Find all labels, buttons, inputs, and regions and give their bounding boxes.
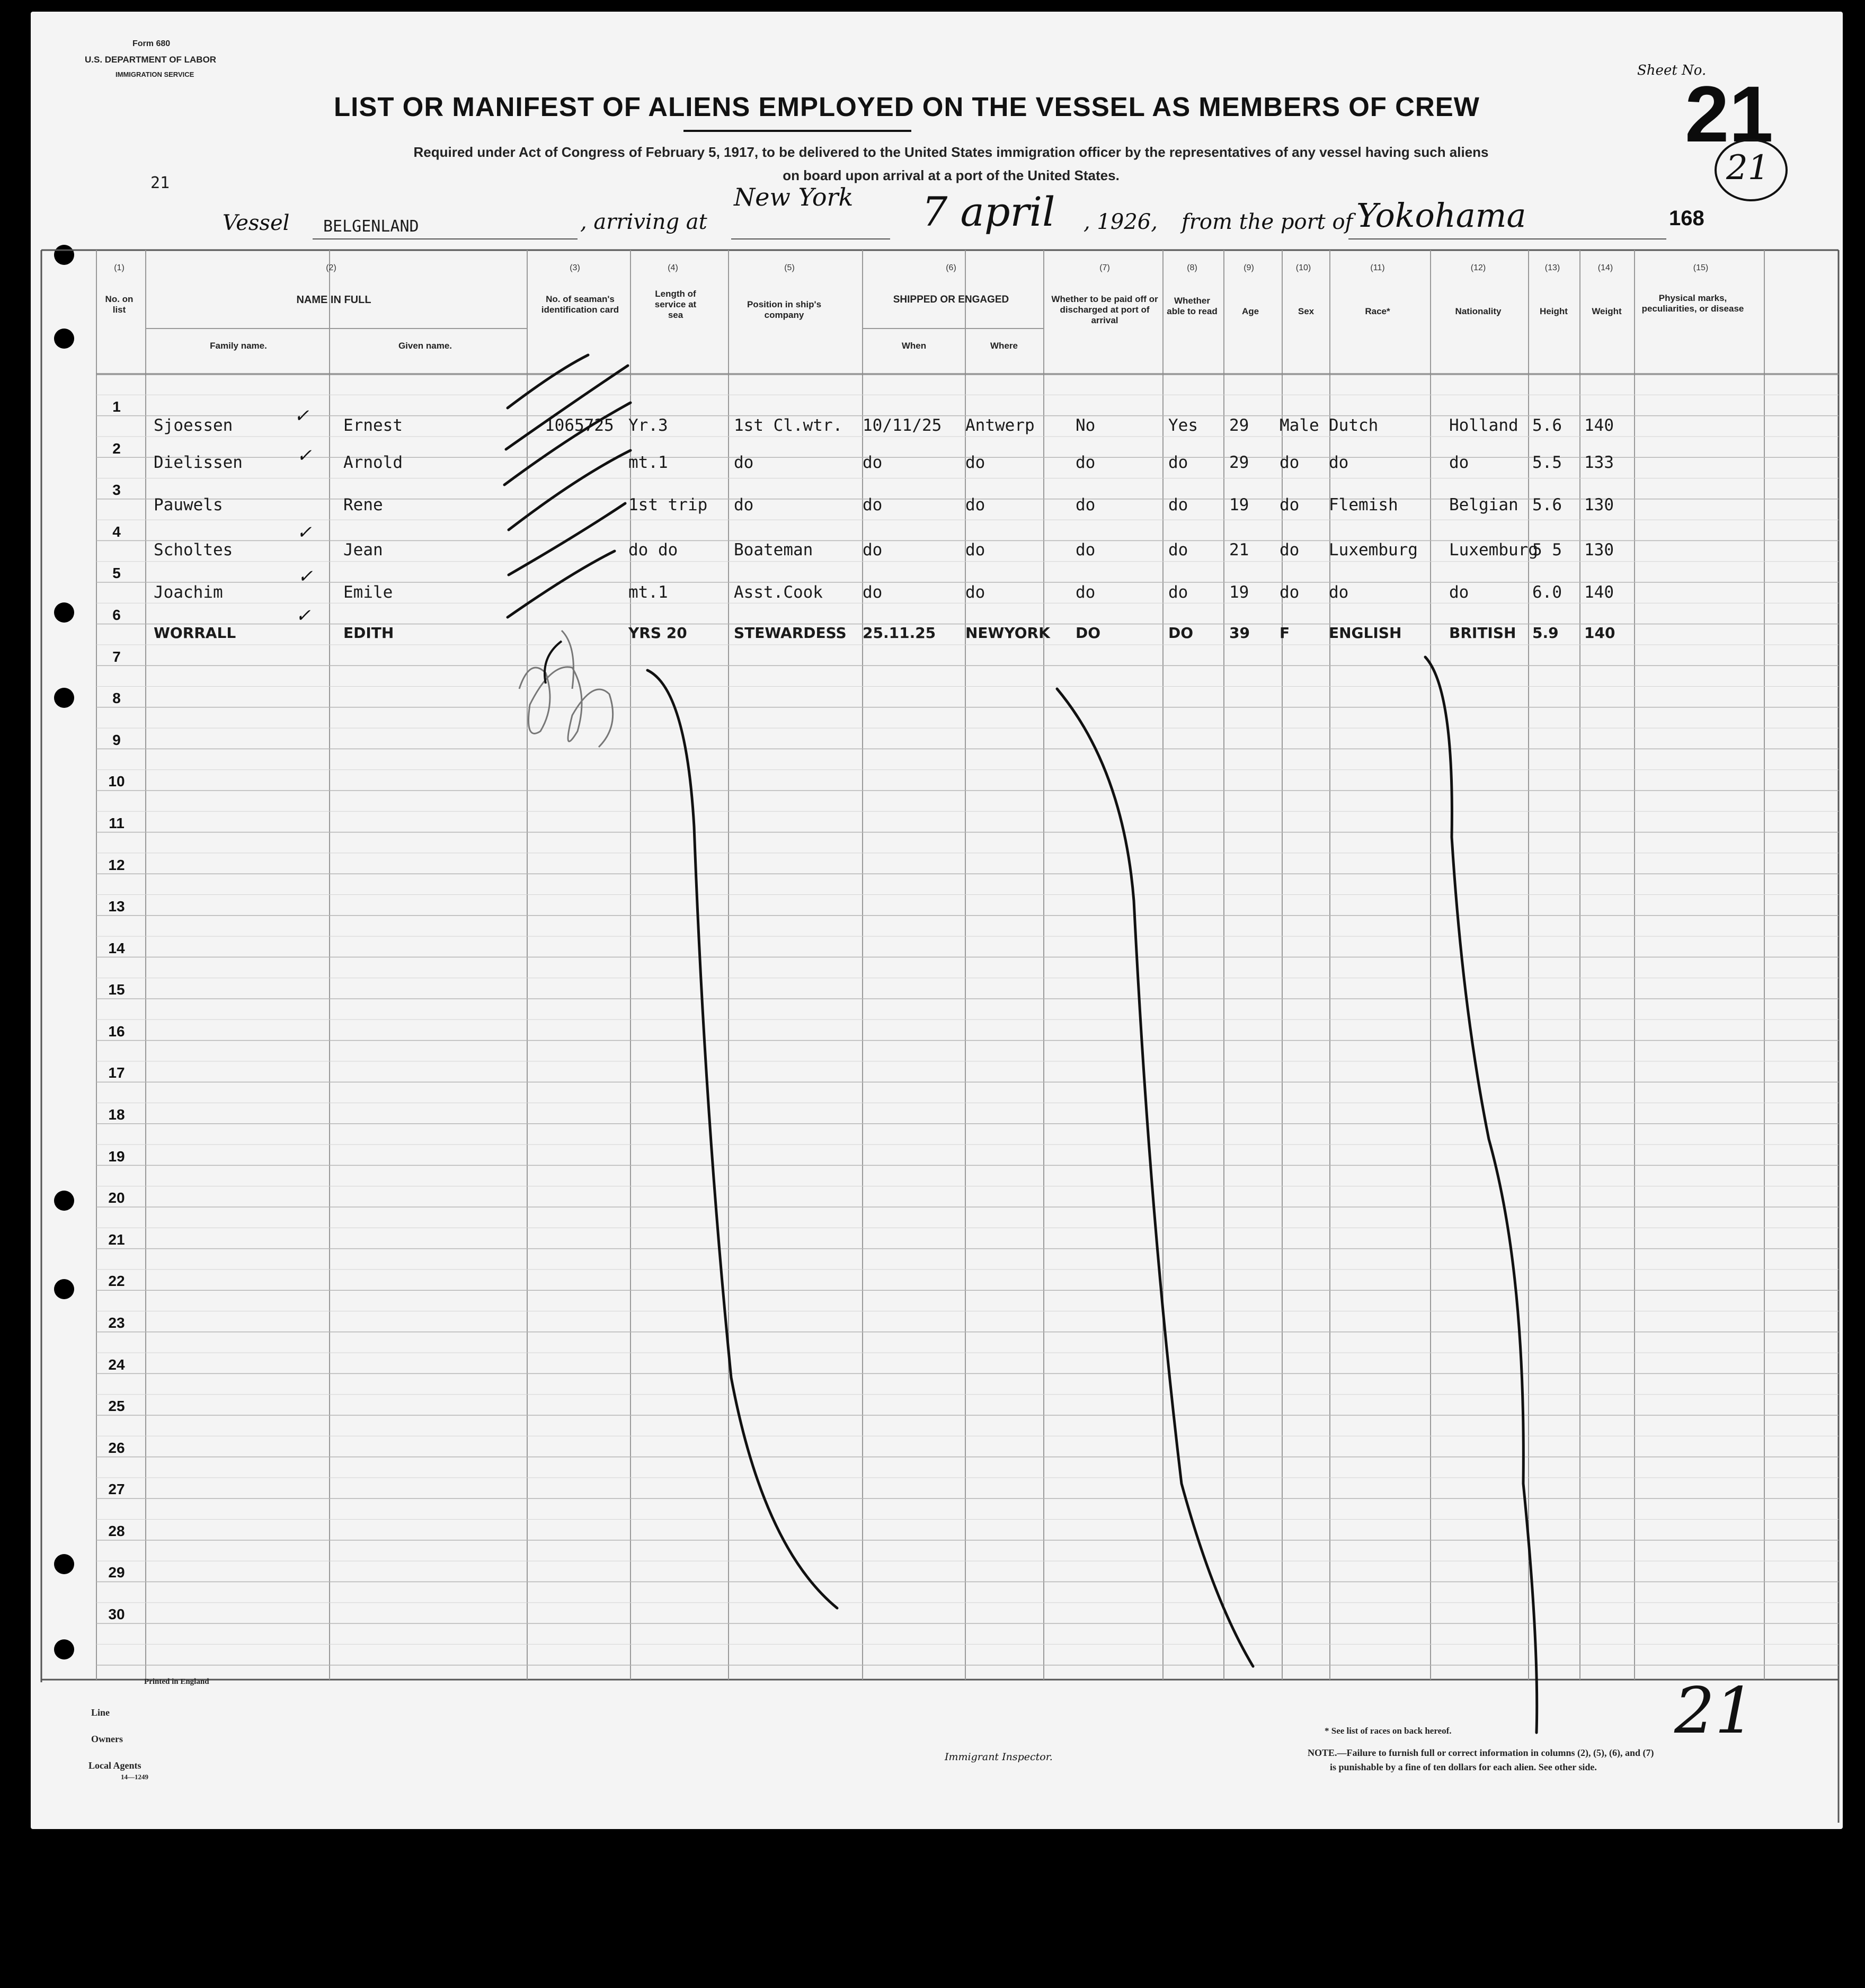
cell-race: ENGLISH	[1329, 624, 1402, 642]
row-number: 15	[108, 981, 125, 998]
cell-sex: do	[1280, 583, 1300, 602]
cell-family: Dielissen	[154, 453, 243, 472]
cell-family: Joachim	[154, 583, 223, 602]
header-shipped: SHIPPED OR ENGAGED	[893, 294, 1009, 305]
cell-given: Rene	[343, 495, 383, 514]
row-number: 4	[112, 523, 121, 540]
header-sex: Sex	[1298, 306, 1315, 316]
cell-nationality: BRITISH	[1449, 624, 1516, 642]
cell-paid: No	[1076, 416, 1096, 435]
note-line-2: is punishable by a fine of ten dollars for each alien. See other side.	[1330, 1762, 1597, 1772]
form-code: 14—1249	[121, 1773, 148, 1781]
header-age: Age	[1241, 306, 1259, 316]
header-nationality: Nationality	[1455, 306, 1502, 316]
inspector-label: Immigrant Inspector.	[945, 1751, 1053, 1763]
row-number: 14	[108, 940, 125, 956]
cell-length: Yr.3	[628, 416, 668, 435]
header-no-on-list: No. on list	[105, 294, 134, 315]
cell-race: Flemish	[1329, 495, 1398, 514]
cell-age: 29	[1229, 416, 1249, 435]
row-number: 10	[108, 773, 125, 789]
cell-height: 5 5	[1532, 540, 1562, 560]
header-name-in-full: NAME IN FULL	[296, 294, 371, 306]
row-number: 18	[108, 1106, 125, 1123]
owners-label: Owners	[91, 1734, 123, 1744]
check-mark: ✓	[297, 445, 312, 466]
cell-read: do	[1168, 495, 1188, 514]
row-number: 19	[108, 1148, 125, 1165]
cell-position: do	[734, 495, 754, 514]
column-number: (14)	[1597, 263, 1613, 272]
row-number: 11	[109, 815, 125, 831]
header-given-name: Given name.	[398, 341, 452, 351]
vessel-label: Vessel	[223, 211, 290, 235]
cell-paid: do	[1076, 583, 1096, 602]
subtitle-line-1: Required under Act of Congress of February 5, 1917, to be delivered to the United States immigration officer by the representatives of any vessel having such aliens	[413, 144, 1489, 160]
from-port-label: from the port of	[1182, 210, 1353, 234]
header-physical: Physical marks, peculiarities, or disease	[1641, 293, 1744, 314]
cell-family: Scholtes	[154, 540, 233, 560]
cell-given: Emile	[343, 583, 393, 602]
row-number: 24	[108, 1356, 125, 1373]
printed-label: Printed in England	[144, 1678, 209, 1686]
cell-read: do	[1168, 453, 1188, 472]
row-number: 20	[108, 1190, 125, 1206]
header-paid-off: Whether to be paid off or discharged at port of arrival	[1051, 294, 1158, 325]
ditto-stroke	[506, 366, 628, 449]
row-number: 28	[108, 1523, 125, 1539]
left-margin-number: 21	[150, 174, 170, 192]
sheet-number: 21	[1685, 69, 1773, 158]
cell-height: 5.6	[1532, 495, 1562, 514]
cell-given: Ernest	[343, 416, 403, 435]
cell-given: Arnold	[343, 453, 403, 472]
row-number: 27	[108, 1481, 125, 1497]
page-title: LIST OR MANIFEST OF ALIENS EMPLOYED ON THE VESSEL AS MEMBERS OF CREW	[334, 92, 1480, 122]
cell-read: DO	[1168, 624, 1194, 642]
row-number: 12	[108, 857, 125, 873]
header-height: Height	[1540, 306, 1568, 316]
row-number: 6	[112, 607, 121, 623]
cell-paid: do	[1076, 495, 1096, 514]
cell-read: Yes	[1168, 416, 1198, 435]
header-position: Position in ship's company	[747, 299, 822, 320]
cell-nationality: do	[1449, 453, 1469, 472]
vessel-name: BELGENLAND	[323, 217, 419, 236]
from-port: Yokohama	[1356, 196, 1526, 235]
header-length-service: Length of service at sea	[654, 289, 697, 320]
check-mark: ✓	[298, 566, 313, 587]
row-number: 22	[108, 1273, 125, 1289]
header-race: Race*	[1365, 306, 1390, 316]
cell-when: do	[863, 453, 883, 472]
cell-given: Jean	[343, 540, 383, 560]
cell-paid: do	[1076, 453, 1096, 472]
column-number: (13)	[1544, 263, 1560, 272]
cell-nationality: Luxemburg	[1449, 540, 1538, 560]
cell-read: do	[1168, 583, 1188, 602]
header-id-card: No. of seaman's identification card	[541, 294, 619, 315]
arrival-date: 7 april	[922, 188, 1055, 235]
cell-sex: Male	[1280, 416, 1319, 435]
cell-where: NEWYORK	[965, 624, 1050, 642]
ditto-stroke	[509, 503, 625, 575]
header-family-name: Family name.	[210, 341, 267, 351]
cell-height: 5.5	[1532, 453, 1562, 472]
cell-paid: DO	[1076, 624, 1101, 642]
column-number: (3)	[570, 263, 580, 272]
cell-paid: do	[1076, 540, 1096, 560]
cell-given: EDITH	[343, 624, 394, 642]
column-number: (5)	[784, 263, 795, 272]
cell-when: 25.11.25	[863, 624, 936, 642]
row-number: 9	[112, 732, 121, 748]
note-line-1: NOTE.—Failure to furnish full or correct information in columns (2), (5), (6), and (7)	[1308, 1747, 1654, 1758]
cell-weight: 133	[1584, 453, 1614, 472]
races-note: * See list of races on back hereof.	[1325, 1726, 1452, 1736]
curve-stroke	[1425, 657, 1537, 1733]
column-number: (9)	[1244, 263, 1254, 272]
footer-handwritten-number: 21	[1674, 1674, 1755, 1748]
curve-stroke	[647, 670, 837, 1608]
cell-nationality: do	[1449, 583, 1469, 602]
arriving-label: , arriving at	[580, 210, 707, 234]
page-count: 168	[1669, 207, 1704, 230]
cell-family: Pauwels	[154, 495, 223, 514]
curve-stroke	[1057, 689, 1253, 1666]
row-number: 8	[112, 690, 121, 706]
cell-nationality: Holland	[1449, 416, 1518, 435]
row-number: 1	[112, 398, 121, 415]
cell-where: do	[965, 583, 985, 602]
cell-race: Luxemburg	[1329, 540, 1418, 560]
cell-where: do	[965, 540, 985, 560]
cell-age: 29	[1229, 453, 1249, 472]
cell-weight: 130	[1584, 540, 1614, 560]
cell-position: Asst.Cook	[734, 583, 823, 602]
cell-age: 21	[1229, 540, 1249, 560]
check-mark: ✓	[297, 522, 312, 543]
header-weight: Weight	[1592, 306, 1622, 316]
row-number: 23	[108, 1315, 125, 1331]
cell-when: do	[863, 540, 883, 560]
row-number: 30	[108, 1606, 125, 1622]
ditto-stroke	[508, 551, 615, 617]
ditto-stroke	[504, 403, 630, 485]
ditto-stroke	[509, 450, 630, 530]
arriving-port: New York	[734, 183, 854, 211]
cell-age: 19	[1229, 583, 1249, 602]
column-number: (8)	[1187, 263, 1197, 272]
cell-position: STEWARDESS	[734, 624, 847, 642]
column-number: (11)	[1370, 263, 1385, 272]
column-number: (6)	[946, 263, 956, 272]
cell-family: Sjoessen	[154, 416, 233, 435]
service-label: IMMIGRATION SERVICE	[116, 70, 194, 78]
cell-height: 6.0	[1532, 583, 1562, 602]
cell-when: 10/11/25	[863, 416, 942, 435]
row-number: 2	[112, 440, 121, 457]
column-number: (12)	[1470, 263, 1486, 272]
circled-number-text: 21	[1726, 148, 1770, 188]
cell-length: 1st trip	[628, 495, 708, 514]
cell-weight: 130	[1584, 495, 1614, 514]
check-mark: ✓	[294, 405, 309, 427]
row-number: 5	[112, 565, 121, 581]
column-number: (4)	[668, 263, 678, 272]
cell-weight: 140	[1584, 583, 1614, 602]
cell-weight: 140	[1584, 416, 1614, 435]
check-mark: ✓	[296, 605, 311, 626]
row-number: 7	[112, 649, 121, 665]
cell-when: do	[863, 495, 883, 514]
cell-race: do	[1329, 583, 1349, 602]
column-number: (2)	[326, 263, 336, 272]
cell-length: mt.1	[628, 583, 668, 602]
agents-label: Local Agents	[88, 1760, 141, 1771]
cell-position: Boateman	[734, 540, 813, 560]
cell-when: do	[863, 583, 883, 602]
cell-family: WORRALL	[154, 624, 236, 642]
row-number: 26	[108, 1440, 125, 1456]
line-label: Line	[91, 1707, 110, 1718]
cell-length: mt.1	[628, 453, 668, 472]
header-able-read: Whether able to read	[1167, 296, 1218, 316]
cell-age: 19	[1229, 495, 1249, 514]
cell-where: Antwerp	[965, 416, 1035, 435]
cell-length: do do	[628, 540, 678, 560]
cell-where: do	[965, 495, 985, 514]
cell-sex: do	[1280, 540, 1300, 560]
arrival-year: , 1926,	[1084, 210, 1158, 234]
subtitle-line-2: on board upon arrival at a port of the United States.	[783, 167, 1120, 183]
row-number: 16	[108, 1023, 125, 1040]
cell-sex: do	[1280, 453, 1300, 472]
row-number: 3	[112, 482, 121, 498]
cell-nationality: Belgian	[1449, 495, 1518, 514]
cell-height: 5.9	[1532, 624, 1559, 642]
row-number: 13	[108, 898, 125, 915]
cell-weight: 140	[1584, 624, 1615, 642]
column-number: (1)	[114, 263, 125, 272]
column-number: (15)	[1693, 263, 1709, 272]
column-number: (10)	[1295, 263, 1311, 272]
sheet-label: Sheet No.	[1637, 63, 1707, 78]
cell-age: 39	[1229, 624, 1250, 642]
cell-sex: do	[1280, 495, 1300, 514]
cell-position: do	[734, 453, 754, 472]
row-number: 29	[108, 1564, 125, 1581]
cell-race: Dutch	[1329, 416, 1379, 435]
cell-sex: F	[1280, 624, 1290, 642]
row-number: 21	[108, 1231, 125, 1248]
cell-read: do	[1168, 540, 1188, 560]
cell-where: do	[965, 453, 985, 472]
signature-scribble	[519, 631, 613, 747]
row-number: 25	[108, 1398, 125, 1414]
header-where: Where	[990, 341, 1018, 351]
cell-position: 1st Cl.wtr.	[734, 416, 843, 435]
cell-height: 5.6	[1532, 416, 1562, 435]
cell-race: do	[1329, 453, 1349, 472]
cell-card: 1065725	[545, 416, 614, 435]
column-number: (7)	[1099, 263, 1110, 272]
department-label: U.S. DEPARTMENT OF LABOR	[85, 55, 217, 65]
header-when: When	[901, 341, 927, 351]
cell-length: YRS 20	[628, 624, 687, 642]
row-number: 17	[108, 1064, 125, 1081]
form-number: Form 680	[132, 39, 171, 48]
